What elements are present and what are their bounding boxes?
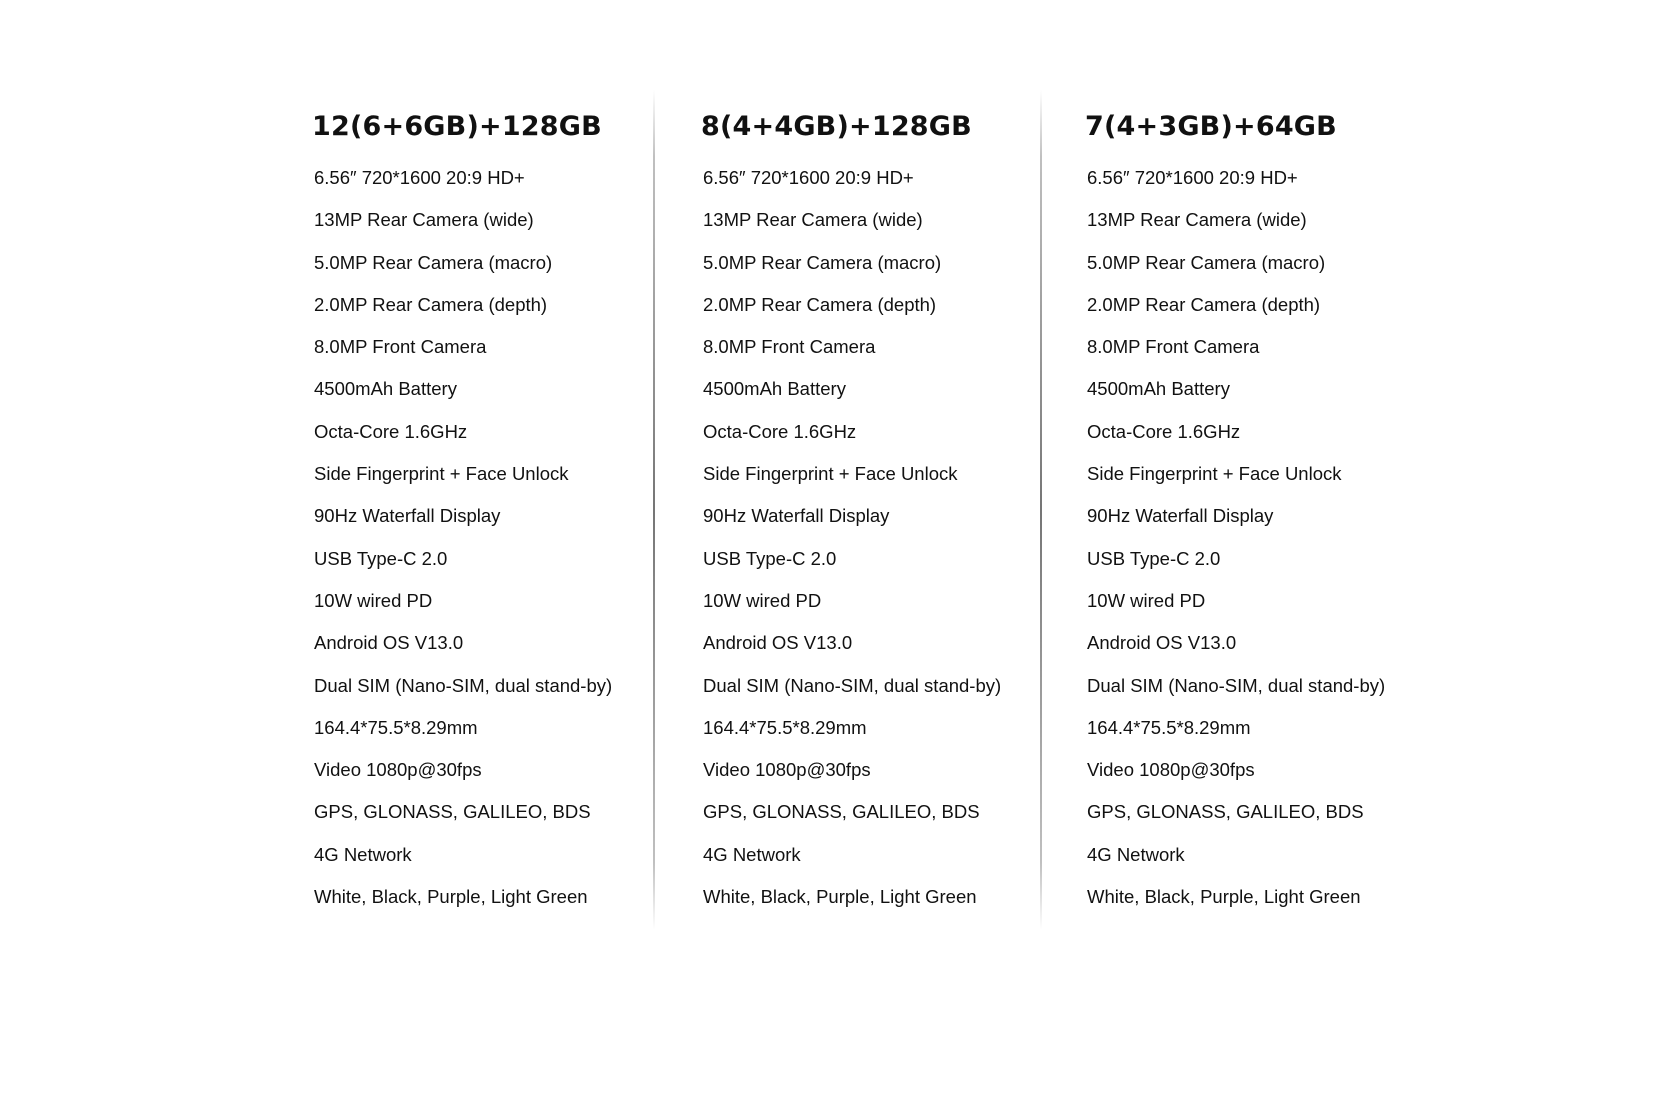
spec-unlock: Side Fingerprint + Face Unlock [1087,463,1342,485]
spec-rear-camera-macro: 5.0MP Rear Camera (macro) [314,251,553,273]
spec-front-camera: 8.0MP Front Camera [703,336,876,358]
spec-column-7gb-64gb [1087,110,1447,918]
spec-rear-camera-depth: 2.0MP Rear Camera (depth) [1087,293,1321,315]
spec-network: 4G Network [314,843,412,865]
spec-list [703,157,1063,918]
spec-rear-camera-depth: 2.0MP Rear Camera (depth) [703,293,937,315]
spec-column-8gb-128gb [703,110,1063,918]
spec-gnss: GPS, GLONASS, GALILEO, BDS [703,801,980,823]
spec-list [1087,157,1447,918]
column-divider [653,90,655,930]
spec-unlock: Side Fingerprint + Face Unlock [703,463,958,485]
spec-gnss: GPS, GLONASS, GALILEO, BDS [314,801,591,823]
spec-gnss: GPS, GLONASS, GALILEO, BDS [1087,801,1364,823]
spec-charging: 10W wired PD [314,589,433,611]
spec-unlock: Side Fingerprint + Face Unlock [314,463,569,485]
spec-charging: 10W wired PD [703,589,822,611]
column-title: 12(6+6GB)+128GB [312,111,602,142]
spec-cpu: Octa-Core 1.6GHz [314,420,468,442]
spec-cpu: Octa-Core 1.6GHz [1087,420,1241,442]
spec-colors: White, Black, Purple, Light Green [314,886,588,908]
spec-rear-camera-wide: 13MP Rear Camera (wide) [1087,209,1307,231]
spec-network: 4G Network [1087,843,1185,865]
spec-rear-camera-macro: 5.0MP Rear Camera (macro) [703,251,942,273]
spec-front-camera: 8.0MP Front Camera [1087,336,1260,358]
spec-dimensions: 164.4*75.5*8.29mm [1087,716,1251,738]
spec-dimensions: 164.4*75.5*8.29mm [703,716,867,738]
spec-sim: Dual SIM (Nano-SIM, dual stand-by) [703,674,1002,696]
spec-display: 6.56″ 720*1600 20:9 HD+ [1087,167,1298,188]
spec-colors: White, Black, Purple, Light Green [703,886,977,908]
spec-dimensions: 164.4*75.5*8.29mm [314,716,478,738]
spec-colors: White, Black, Purple, Light Green [1087,886,1361,908]
spec-refresh-rate: 90Hz Waterfall Display [1087,505,1274,527]
spec-network: 4G Network [703,843,801,865]
spec-usb: USB Type-C 2.0 [703,547,837,569]
spec-video: Video 1080p@30fps [703,759,871,781]
spec-front-camera: 8.0MP Front Camera [314,336,487,358]
spec-display: 6.56″ 720*1600 20:9 HD+ [703,167,914,188]
spec-sim: Dual SIM (Nano-SIM, dual stand-by) [314,674,613,696]
spec-battery: 4500mAh Battery [314,378,457,400]
spec-usb: USB Type-C 2.0 [1087,547,1221,569]
spec-rear-camera-wide: 13MP Rear Camera (wide) [703,209,923,231]
spec-os: Android OS V13.0 [314,632,464,654]
spec-os: Android OS V13.0 [703,632,853,654]
column-title: 7(4+3GB)+64GB [1085,111,1337,142]
spec-cpu: Octa-Core 1.6GHz [703,420,857,442]
spec-display: 6.56″ 720*1600 20:9 HD+ [314,167,525,188]
spec-rear-camera-wide: 13MP Rear Camera (wide) [314,209,534,231]
spec-refresh-rate: 90Hz Waterfall Display [314,505,501,527]
spec-usb: USB Type-C 2.0 [314,547,448,569]
spec-video: Video 1080p@30fps [1087,759,1255,781]
spec-video: Video 1080p@30fps [314,759,482,781]
spec-battery: 4500mAh Battery [703,378,846,400]
spec-rear-camera-macro: 5.0MP Rear Camera (macro) [1087,251,1326,273]
spec-battery: 4500mAh Battery [1087,378,1230,400]
spec-sim: Dual SIM (Nano-SIM, dual stand-by) [1087,674,1386,696]
spec-rear-camera-depth: 2.0MP Rear Camera (depth) [314,293,548,315]
spec-refresh-rate: 90Hz Waterfall Display [703,505,890,527]
spec-column-12gb-128gb [314,110,674,918]
spec-list [314,157,674,918]
spec-charging: 10W wired PD [1087,589,1206,611]
column-divider [1040,90,1042,930]
column-title: 8(4+4GB)+128GB [701,111,972,142]
spec-os: Android OS V13.0 [1087,632,1237,654]
